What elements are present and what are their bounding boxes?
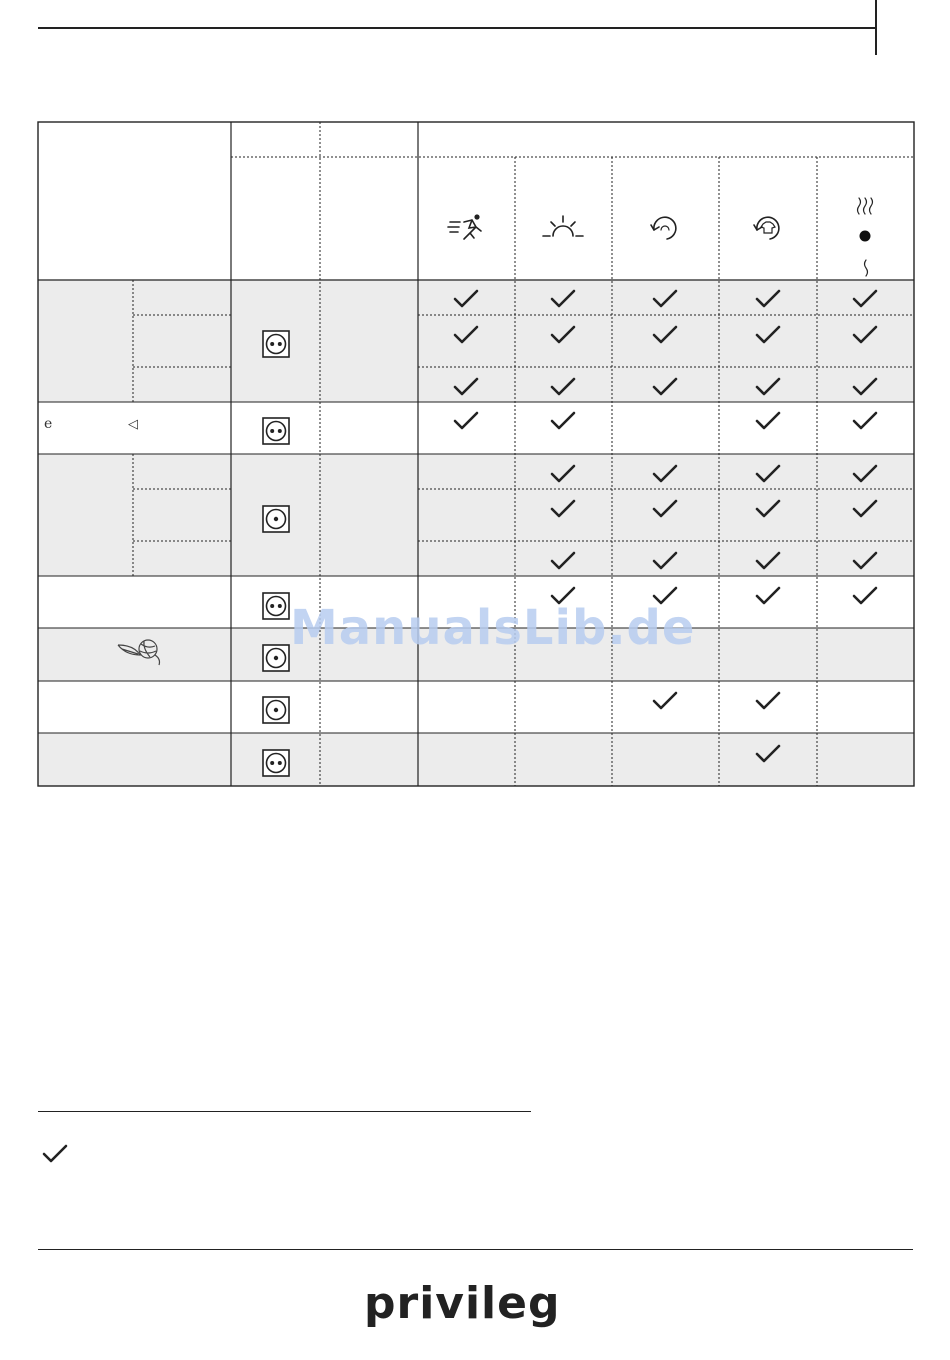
check-mark (552, 413, 574, 428)
check-mark (757, 413, 779, 428)
row-shade (38, 454, 914, 489)
check-mark (654, 693, 676, 708)
footer-rule (38, 1249, 913, 1250)
check-mark (757, 693, 779, 708)
tumble-dry-normal-icon (263, 593, 289, 619)
running-fast-icon (448, 214, 481, 239)
check-mark (757, 588, 779, 603)
shirt-rotate-icon (754, 217, 779, 239)
check-mark (455, 413, 477, 428)
rotate-cycle-icon (651, 217, 676, 239)
legend-rule (38, 1111, 531, 1112)
steam-dot-icon (858, 198, 873, 276)
row-shade (38, 315, 914, 367)
tumble-dry-low-icon (263, 697, 289, 723)
check-mark (854, 413, 876, 428)
row4-glyph-e: e (44, 416, 53, 432)
header-icons (448, 198, 873, 276)
row-shade (38, 489, 914, 541)
row-shade (38, 367, 914, 402)
table-grid (38, 122, 914, 786)
checkmark-icon (40, 1140, 72, 1168)
tumble-dry-low-icon (263, 645, 289, 671)
brand-logo: privileg (364, 1278, 561, 1329)
row4-glyph-arrow: ◁ (128, 417, 138, 432)
tumble-dry-normal-icon (263, 418, 289, 444)
tumble-dry-normal-icon (263, 331, 289, 357)
tumble-dry-low-icon (263, 506, 289, 532)
watermark: ManualsLib.de (290, 600, 696, 656)
check-mark (854, 588, 876, 603)
row-shade (38, 733, 914, 786)
tumble-dry-normal-icon (263, 750, 289, 776)
row-shade (38, 541, 914, 576)
row-shade (38, 280, 914, 315)
sun-rise-icon (543, 216, 583, 236)
row-shading (38, 280, 914, 786)
